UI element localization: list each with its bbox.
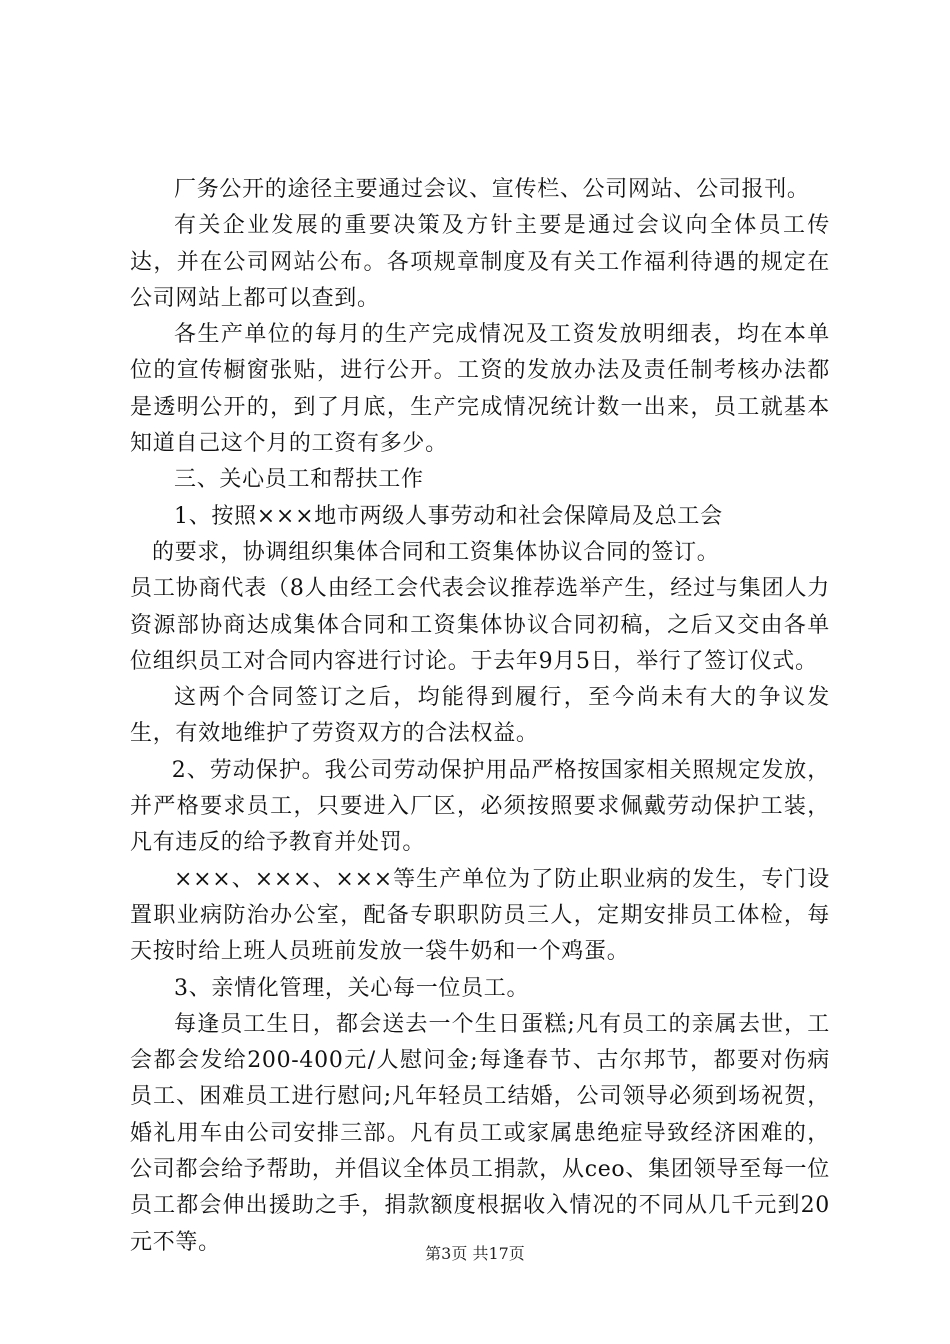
item1-rest: 员工协商代表（8人由经工会代表会议推荐选举产生，经过与集团人力资源部协商达成集体合同和工资集体协议合同初稿，之后又交由各单位组织员工对合同内容进行讨论。于去年9月5日，举行了签订仪式。 — [130, 576, 830, 674]
paragraph-disclosure-channels: 厂务公开的途径主要通过会议、宣传栏、公司网站、公司报刊。 — [174, 177, 810, 202]
paragraph-collective-contract — [130, 499, 830, 680]
paragraph-contract-fulfilled: 这两个合同签订之后，均能得到履行，至今尚未有大的争议发生，有效地维护了劳资双方的合法权益。 — [130, 685, 830, 747]
paragraph-family-management: 3、亲情化管理，关心每一位员工。 — [174, 975, 530, 1001]
paragraph-welfare: 每逢员工生日，都会送去一个生日蛋糕;凡有员工的亲属去世，工会都会发给200-400元/人慰问金;每逢春节、古尔邦节，都要对伤病员工、困难员工进行慰问;凡年轻员工结婚，公司领导必须到场祝贺，婚礼用车由公司安排三部。凡有员工或家属患绝症导致经济困难的，公司都会给予帮助，并倡议全体员工捐款，从ceo、集团领导至每一位员工都会伸出援助之手，捐款额度根据收入情况的不同从几千元到20元不等。 — [130, 1011, 830, 1255]
document-body — [130, 172, 830, 1261]
paragraph-labor-protection: 2、劳动保护。我公司劳动保护用品严格按国家相关照规定发放，并严格要求员工，只要进入厂区，必须按照要求佩戴劳动保护工装，凡有违反的给予教育并处罚。 — [130, 757, 830, 856]
section-heading-employee-care: 三、关心员工和帮扶工作 — [174, 467, 424, 493]
paragraph-wage-disclosure: 各生产单位的每月的生产完成情况及工资发放明细表，均在本单位的宣传橱窗张贴，进行公开。工资的发放办法及责任制考核办法都是透明公开的，到了月底，生产完成情况统计数一出来，员工就基本知道自己这个月的工资有多少。 — [130, 322, 830, 457]
paragraph-decisions: 有关企业发展的重要决策及方针主要是通过会议向全体员工传达，并在公司网站公布。各项规章制度及有关工作福利待遇的规定在公司网站上都可以查到。 — [130, 213, 830, 311]
page-footer — [0, 1244, 950, 1264]
item1-line1: 1、按照×××地市两级人事劳动和社会保障局及总工会 — [174, 503, 723, 529]
page-number: 第3页 共17页 — [425, 1244, 525, 1263]
item1-line2: 的要求，协调组织集体合同和工资集体协议合同的签订。 — [152, 539, 720, 565]
paragraph-occupational-health: ×××、×××、×××等生产单位为了防止职业病的发生，专门设置职业病防治办公室，配备专职职防员三人，定期安排员工体检，每天按时给上班人员班前发放一袋牛奶和一个鸡蛋。 — [130, 866, 830, 965]
